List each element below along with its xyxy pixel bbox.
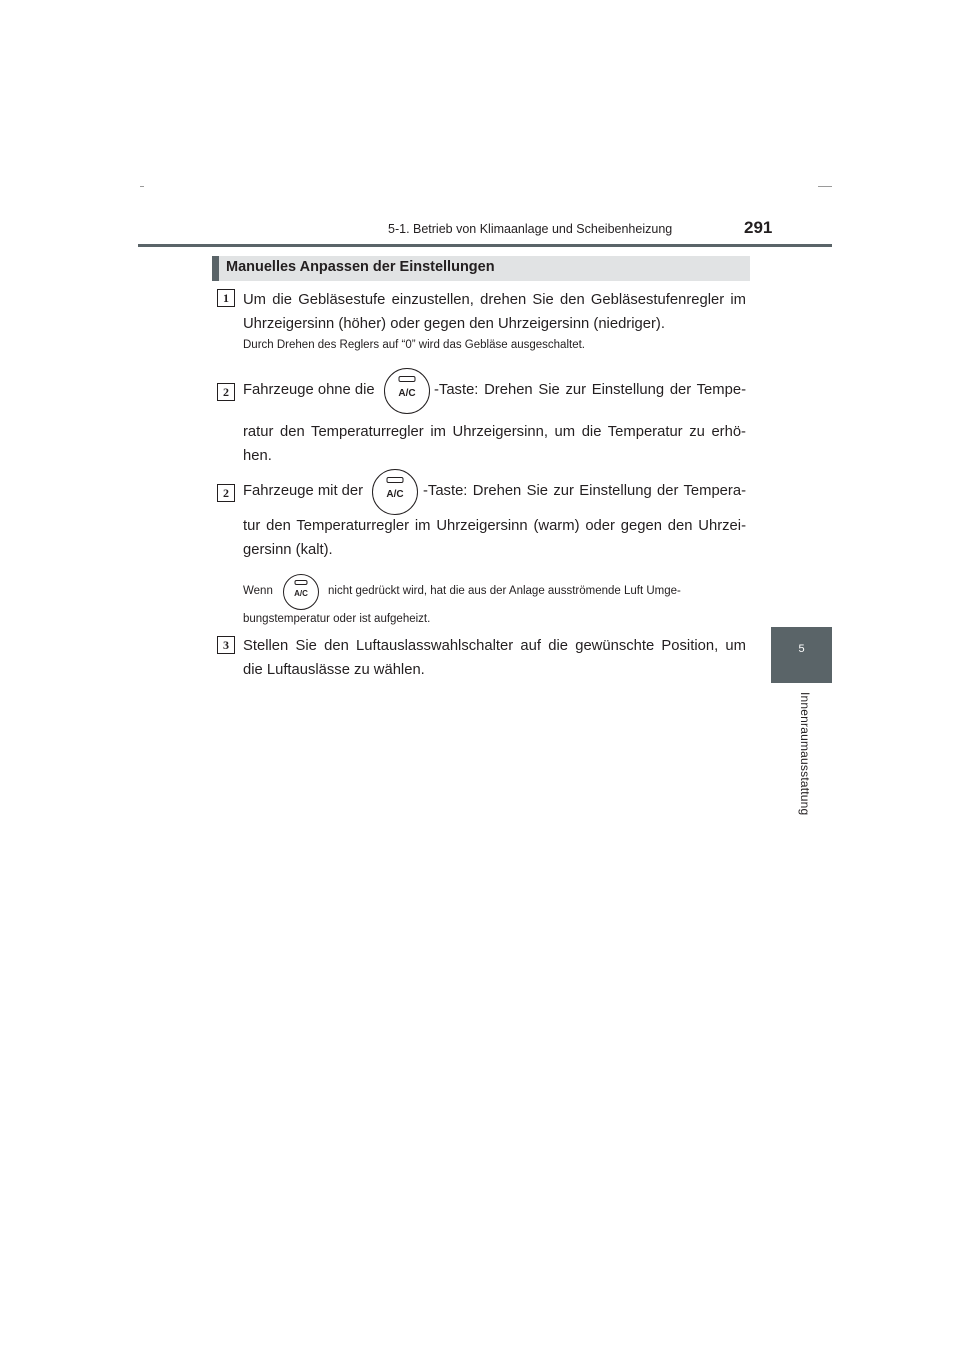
crop-mark-left <box>140 186 144 187</box>
step-3-text <box>243 634 746 682</box>
step-3-line-1: Stellen Sie den Luftauslasswahlschalter auf die gewünschte Position, um <box>243 638 746 654</box>
step-2a-text <box>243 420 746 468</box>
step-2a-suffix: -Taste: Drehen Sie zur Einstellung der Tempe- <box>434 382 746 398</box>
ac-button-label: A/C <box>294 589 308 598</box>
chapter-side-tab-number: 5 <box>798 643 805 655</box>
ac-button-label: A/C <box>398 388 416 399</box>
chapter-title: 5-1. Betrieb von Klimaanlage und Scheibenheizung <box>388 222 673 236</box>
step-number-2b: 2 <box>217 484 235 502</box>
ac-indicator-icon <box>399 376 416 382</box>
header-rule <box>138 244 832 247</box>
step-2a-line-1: ratur den Temperaturregler im Uhrzeigersinn, um die Temperatur zu erhö- <box>243 424 746 440</box>
step-2b-suffix: -Taste: Drehen Sie zur Einstellung der Tempera- <box>423 483 746 499</box>
ac-button-icon <box>384 368 430 414</box>
chapter-side-label: Innenraumausstattung <box>798 692 812 816</box>
step-number-1: 1 <box>217 289 235 307</box>
step-2b-line-2: gersinn (kalt). <box>243 542 333 558</box>
step-1-line-2: Uhrzeigersinn (höher) oder gegen den Uhrzeigersinn (niedriger). <box>243 316 665 332</box>
step-2b-note-suffix: nicht gedrückt wird, hat die aus der Anlage ausströmende Luft Umge- <box>328 585 681 597</box>
step-2b-line-1: tur den Temperaturregler im Uhrzeigersinn (warm) oder gegen den Uhrzei- <box>243 518 746 534</box>
step-2a-line-2: hen. <box>243 448 272 464</box>
section-heading-title: Manuelles Anpassen der Einstellungen <box>226 259 495 275</box>
step-2b-prefix: Fahrzeuge mit der <box>243 483 364 499</box>
section-heading-bar <box>212 256 219 281</box>
step-number-2a: 2 <box>217 383 235 401</box>
step-1-line-1: Um die Gebläsestufe einzustellen, drehen Sie den Gebläsestufenregler im <box>243 292 746 308</box>
step-2b-note-line-2: bungstemperatur oder ist aufgeheizt. <box>243 613 431 625</box>
ac-button-icon <box>283 574 319 610</box>
step-3-line-2: die Luftauslässe zu wählen. <box>243 662 425 678</box>
step-2b-note-prefix: Wenn <box>243 585 273 597</box>
ac-indicator-icon <box>387 477 404 483</box>
step-1-text <box>243 288 746 336</box>
step-number-3: 3 <box>217 636 235 654</box>
ac-button-icon <box>372 469 418 515</box>
step-1-note: Durch Drehen des Reglers auf “0” wird das Gebläse ausgeschaltet. <box>243 339 585 351</box>
crop-mark-right <box>818 186 832 187</box>
chapter-side-tab <box>771 627 832 683</box>
step-2b-text <box>243 514 746 562</box>
step-2a-prefix: Fahrzeuge ohne die <box>243 382 375 398</box>
section-heading <box>212 256 750 281</box>
page-number: 291 <box>744 218 773 237</box>
ac-button-label: A/C <box>386 489 404 500</box>
ac-indicator-icon <box>295 580 308 585</box>
